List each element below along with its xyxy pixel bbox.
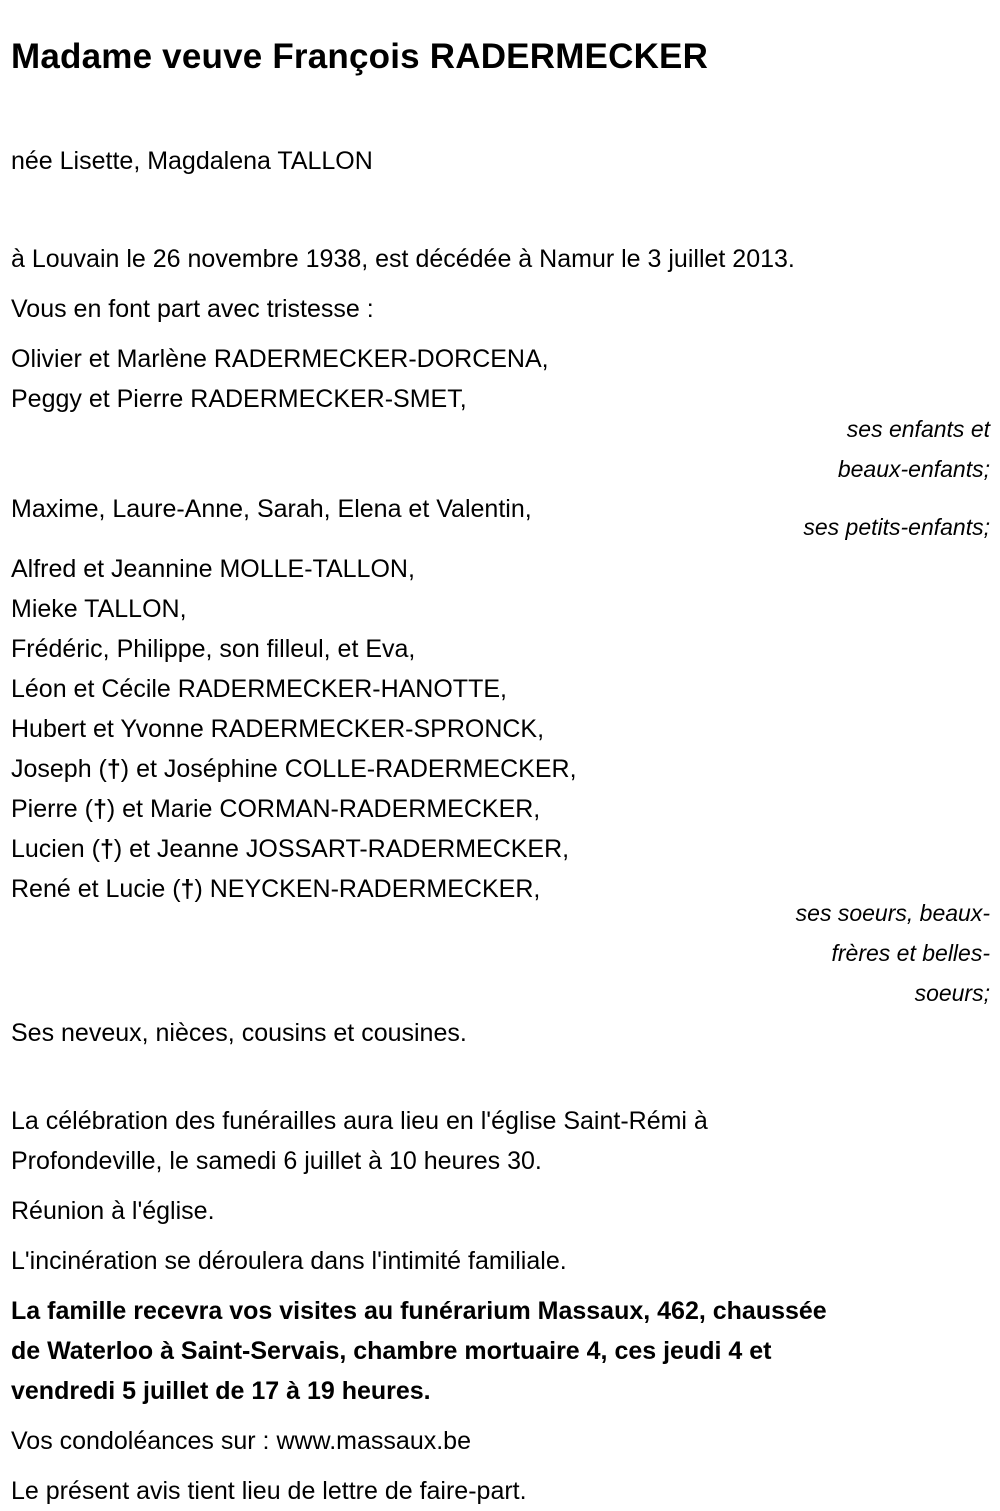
- name-text: ) et Joséphine COLLE-RADERMECKER,: [120, 755, 577, 783]
- name-text: René et Lucie (: [11, 875, 181, 903]
- name-text: ) NEYCKEN-RADERMECKER,: [194, 875, 541, 903]
- name-text: ) et Jeanne JOSSART-RADERMECKER,: [113, 835, 570, 863]
- deceased-cross-icon: †: [99, 835, 114, 863]
- family-name-line: [11, 749, 990, 789]
- visits-block: [11, 1291, 990, 1411]
- name-text: Joseph (: [11, 755, 107, 783]
- family-name-line: [11, 829, 990, 869]
- visits-line: vendredi 5 juillet de 17 à 19 heures.: [11, 1377, 431, 1405]
- birth-death-line: à Louvain le 26 novembre 1938, est décédée à Namur le 3 juillet 2013.: [11, 245, 795, 273]
- role-line: ses enfants et: [846, 416, 990, 442]
- obituary-title: Madame veuve François RADERMECKER: [11, 37, 709, 76]
- ceremony-line: Profondeville, le samedi 6 juillet à 10 heures 30.: [11, 1147, 542, 1175]
- name-text: Mieke TALLON,: [11, 595, 187, 623]
- maiden-name: née Lisette, Magdalena TALLON: [11, 147, 373, 175]
- children-section: [11, 339, 990, 489]
- siblings-section: [11, 549, 990, 1013]
- role-line: ses soeurs, beaux-: [795, 900, 990, 926]
- role-line: soeurs;: [914, 980, 990, 1006]
- children-role: [11, 409, 990, 489]
- family-name-line: Peggy et Pierre RADERMECKER-SMET,: [11, 385, 467, 413]
- ceremony-line: La célébration des funérailles aura lieu en l'église Saint-Rémi à: [11, 1107, 708, 1135]
- family-name-line: [11, 629, 990, 669]
- name-text: Alfred et Jeannine MOLLE-TALLON,: [11, 555, 415, 583]
- name-text: Hubert et Yvonne RADERMECKER-SPRONCK,: [11, 715, 545, 743]
- family-name-line: [11, 789, 990, 829]
- extended-family-line: Ses neveux, nièces, cousins et cousines.: [11, 1019, 467, 1047]
- closing-line: Le présent avis tient lieu de lettre de faire-part.: [11, 1477, 527, 1505]
- name-text: ) et Marie CORMAN-RADERMECKER,: [106, 795, 541, 823]
- visits-line: de Waterloo à Saint-Servais, chambre mortuaire 4, ces jeudi 4 et: [11, 1337, 772, 1365]
- condolences-link[interactable]: www.massaux.be: [276, 1427, 471, 1455]
- family-name-line: [11, 669, 990, 709]
- name-text: Lucien (: [11, 835, 100, 863]
- siblings-role: [11, 893, 990, 1013]
- deceased-cross-icon: †: [92, 795, 107, 823]
- role-line: frères et belles-: [831, 940, 990, 966]
- role-line: ses petits-enfants;: [803, 514, 990, 540]
- family-name-line: [11, 589, 990, 629]
- meeting-line: Réunion à l'église.: [11, 1197, 215, 1225]
- grandchildren-section: [11, 489, 990, 547]
- family-name-line: [11, 549, 990, 589]
- family-name-line: Maxime, Laure-Anne, Sarah, Elena et Valentin,: [11, 495, 532, 523]
- cremation-line: L'incinération se déroulera dans l'intimité familiale.: [11, 1247, 567, 1275]
- visits-line: La famille recevra vos visites au funérarium Massaux, 462, chaussée: [11, 1297, 827, 1325]
- intro-line: Vous en font part avec tristesse :: [11, 295, 374, 323]
- role-line: beaux-enfants;: [837, 456, 990, 482]
- deceased-cross-icon: †: [106, 755, 121, 783]
- condolences-label: Vos condoléances sur :: [11, 1427, 277, 1455]
- deceased-cross-icon: †: [180, 875, 195, 903]
- funeral-section: [11, 1101, 990, 1511]
- family-name-line: [11, 709, 990, 749]
- condolences-line: [11, 1421, 990, 1461]
- family-name-line: Olivier et Marlène RADERMECKER-DORCENA,: [11, 345, 549, 373]
- name-text: Pierre (: [11, 795, 93, 823]
- name-text: Frédéric, Philippe, son filleul, et Eva,: [11, 635, 416, 663]
- name-text: Léon et Cécile RADERMECKER-HANOTTE,: [11, 675, 507, 703]
